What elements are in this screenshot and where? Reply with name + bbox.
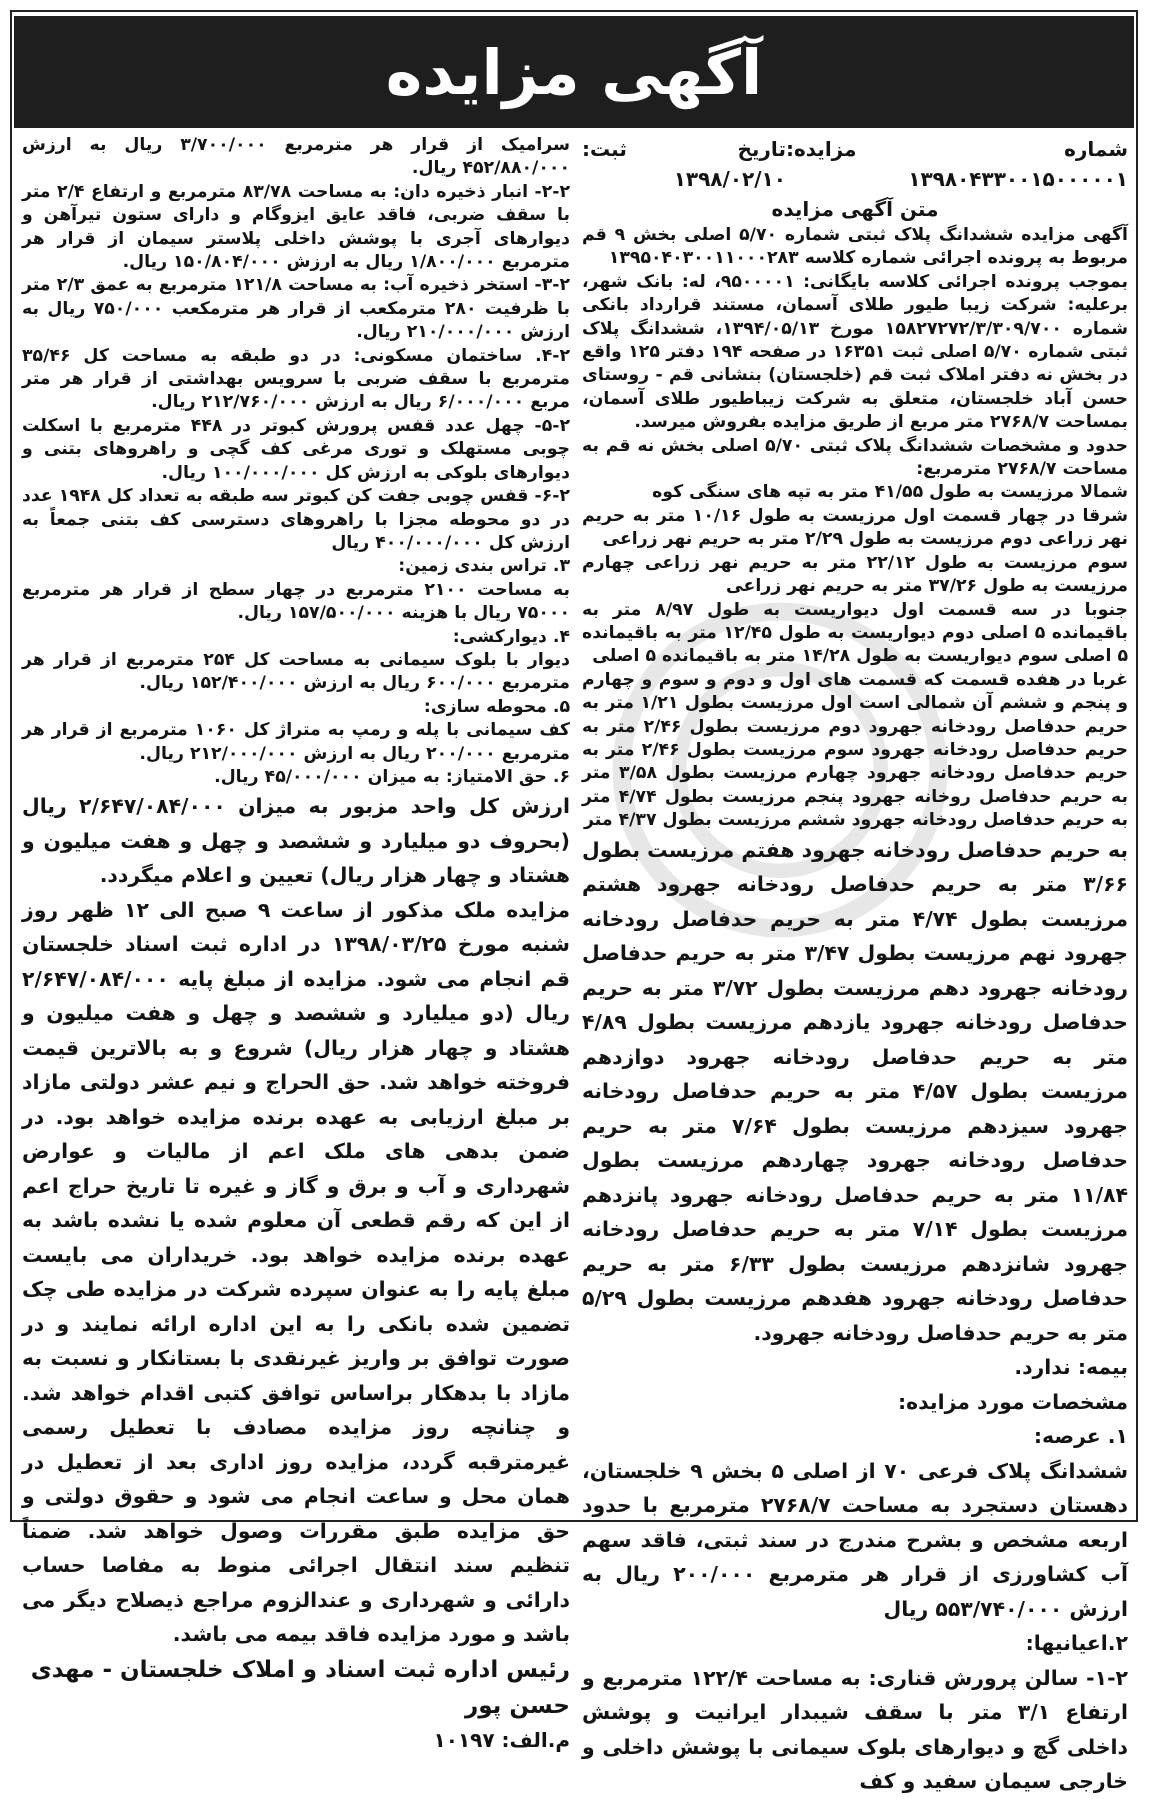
notice-banner xyxy=(14,16,1134,128)
land-title: ۱. عرصه: xyxy=(1033,1424,1128,1449)
intro-paragraph: آگهی مزایده ششدانگ پلاک ثبتی شماره ۵/۷۰ اصلی بخش ۹ قم مربوط به پرونده اجرائی شماره کلاسه ۱۳۹۵۰۴۰۳۰۰۱۱۰۰۰۲۸۳ xyxy=(582,225,1128,269)
walls-title: ۴. دیوارکشی: xyxy=(452,626,570,647)
building-item-6: ۶-۲- قفس چوبی جفت کن کبوتر سه طبقه به تعداد کل ۱۹۴۸ عدد در دو محوطه مجزا با راهروهای دسترسی کف بتنی جمعاً به ارزش کل ۴۰۰/۰۰۰/۰۰۰ ریال xyxy=(22,486,570,553)
buildings-title: ۲.اعیانیها: xyxy=(1025,1631,1128,1656)
building-item-1-cont: سرامیک از قرار هر مترمربع ۳/۷۰۰/۰۰۰ ریال به ارزش ۴۵۲/۸۸۰/۰۰۰ ریال. xyxy=(22,135,570,179)
publication-code: م.الف: ۱۰۱۹۷ xyxy=(433,1727,570,1752)
building-item-5: ۵-۲- چهل عدد قفس پرورش کبوتر در ۴۴۸ مترمربع با اسکلت چوبی مستهلک و توری مرغی کف گچی و راهروهای بتنی و دیوارهای بلوکی به ارزش کل ۱۰۰/۰۰۰/۰۰۰ ریال. xyxy=(22,415,570,483)
west-boundary-cont: به حریم حدفاصل رودخانه جهرود هفتم مرزیست بطول ۳/۶۶ متر به حریم حدفاصل رودخانه جهرود هشتم مرزیست بطول ۴/۷۴ متر به حریم حدفاصل رودخانه جهرود نهم مرزیست بطول ۳/۴۷ متر به حریم حدفاصل رودخانه جهرود دهم مرزیست بطول ۳/۷۲ متر به حریم حدفاصل رودخانه جهرود یازدهم مرزیست بطول ۴/۸۹ متر به حریم حدفاصل رودخانه جهرود دوازدهم مرزیست بطول ۴/۵۷ متر به حریم حدفاصل رودخانه جهرود سیزدهم مرزیست بطول ۷/۶۴ متر به حریم حدفاصل رودخانه جهرود چهاردهم مرزیست بطول ۱۱/۸۴ متر به حریم حدفاصل رودخانه جهرود پانزدهم مرزیست بطول ۷/۱۴ متر به حریم حدفاصل رودخانه جهرود شانزدهم مرزیست بطول ۶/۳۳ متر به حریم حدفاصل رودخانه جهرود هفدهم مرزیست بطول ۵/۲۹ متر به حریم حدفاصل رودخانه جهرود. xyxy=(582,837,1128,1345)
auction-terms: مزایده ملک مذکور از ساعت ۹ صبح الی ۱۲ ظهر روز شنبه مورخ ۱۳۹۸/۰۳/۲۵ در اداره ثبت اسناد خلجستان قم انجام می شود. مزایده از مبلغ پایه ۲/۶۴۷/۰۸۴/۰۰۰ ریال (دو میلیارد و ششصد و چهل و هفت میلیون و هشتاد و چهار هزار ریال) شروع و به بالاترین قیمت فروخته خواهد شد. حق الحراج و نیم عشر دولتی مازاد بر مبلغ ارزیابی به عهده برنده مزایده خواهد بود. در ضمن بدهی های ملک اعم از مالیات و عوارض شهرداری و آب و برق و گاز و غیره تا تاریخ حراج اعم از این که رقم قطعی آن معلوم شده یا نشده باشد به عهده برنده مزایده خواهد بود. خریداران می بایست مبلغ پایه را به عنوان سپرده شرکت در مزایده طی چک تضمین شده بانکی را به این اداره ارائه نمایند و در صورت توافق بر واریز غیرنقدی با بستانکار و نسبت به مازاد با بدهکار براساس توافق کتبی اقدام خواهد شد. و چنانچه روز مزایده مصادف با تعطیل رسمی غیرمترقبه گردد، مزایده روز اداری بعد از تعطیل در همان محل و ساعت انجام می شود و حقوق دولتی و حق مزایده طبق مقررات وصول خواهد شد. ضمناً تنظیم سند انتقال اجرائی منوط به مفاصا حساب دارائی و شهرداری و عندالزوم مراجع ذیصلاح دیگر می باشد و مورد مزایده فاقد بیمه می باشد. xyxy=(22,897,571,1647)
insurance-line: بیمه: ندارد. xyxy=(1014,1355,1128,1380)
land-paragraph: ششدانگ پلاک فرعی ۷۰ از اصلی ۵ بخش ۹ خلجستان، دهستان دستجرد به مساحت ۲۷۶۸/۷ مترمربع با حدود اربعه مشخص و بشرح مندرج در سند ثبتی، فاقد سهم آب کشاورزی از قرار هر مترمربع ۲۰۰/۰۰۰ ریال به ارزش ۵۵۳/۷۴۰/۰۰۰ ریال xyxy=(582,1458,1129,1621)
reference-line xyxy=(582,134,1128,194)
building-item-3: ۳-۲- استخر ذخیره آب: به مساحت ۱۲۱/۸ مترمربع به عمق ۲/۳ متر با ظرفیت ۲۸۰ مترمکعب از قرار هر مترمکعب ۷۵۰/۰۰۰ ریال به ارزش ۲۱۰/۰۰۰/۰۰۰ ریال. xyxy=(22,275,571,343)
notice-title: آگهی مزایده xyxy=(385,35,763,109)
signature-line: رئیس اداره ثبت اسناد و املاک خلجستان - مهدی حسن پور xyxy=(30,1656,570,1719)
terracing-title: ۳. تراس بندی زمین: xyxy=(398,556,570,577)
building-item-1: ۱-۲- سالن پرورش قناری: به مساحت ۱۲۲/۴ مترمربع و ارتفاع ۳/۱ متر با سقف شیبدار ایرانیت و پوشش داخلی گچ و دیوارهای بلوک سیمانی با پوشش داخلی و خارجی سیمان سفید و کف xyxy=(582,1665,1129,1794)
terracing-paragraph: به مساحت ۲۱۰۰ مترمربع در چهار سطح از قرار هر مترمربع ۷۵۰۰۰ ریال با هزینه ۱۵۷/۵۰۰/۰۰۰ ریال. xyxy=(22,579,570,624)
left-column xyxy=(22,134,571,1752)
auction-number: شماره مزایده: ۱۳۹۸۰۴۳۳۰۰۱۵۰۰۰۰۰۱ xyxy=(785,137,1128,191)
west-boundary: غربا در هفده قسمت که قسمت های اول و دوم و سوم و چهارم و پنجم و ششم آن شمالی است اول مرزیست بطول ۱/۲۱ متر به حریم حدفاصل رودخانه جهرود دوم مرزیست بطول ۲/۴۶ متر به حریم حدفاصل رودخانه جهرود سوم مرزیست بطول ۲/۴۶ متر به حریم حدفاصل رودخانه جهرود چهارم مرزیست بطول ۳/۵۸ متر به حریم حدفاصل روخانه جهرود پنجم مرزیست بطول ۴/۷۴ متر به حریم حدفاصل رودخانه جهرود ششم مرزیست بطول ۴/۳۷ متر xyxy=(582,669,1128,831)
landscaping-paragraph: کف سیمانی با پله و رمپ به متراژ کل ۱۰۶۰ مترمربع از قرار هر مترمربع ۲۰۰/۰۰۰ ریال به ارزش ۲۱۲/۰۰۰/۰۰۰ ریال. xyxy=(22,720,570,764)
specs-title: مشخصات مورد مزایده: xyxy=(897,1389,1128,1414)
walls-paragraph: دیوار با بلوک سیمانی به مساحت کل ۲۵۴ مترمربع از قرار هر مترمربع ۶۰۰/۰۰۰ ریال به ارزش ۱۵۲/۴۰۰/۰۰۰ ریال. xyxy=(22,649,570,694)
building-item-2: ۲-۲- انبار ذخیره دان: به مساحت ۸۳/۷۸ مترمربع و ارتفاع ۲/۴ متر با سقف ضربی، فاقد عایق ایزوگام و دارای ستون تیرآهن و دیوارهای آجری با پوشش داخلی پلاستر سیمان از قرار هر مترمربع ۱/۸۰۰/۰۰۰ ریال به ارزش ۱۵۰/۸۰۴/۰۰۰ ریال. xyxy=(22,181,570,273)
north-boundary: شمالا مرزیست به طول ۴۱/۵۵ متر به تپه های سنگی کوه xyxy=(652,482,1128,503)
east-boundary: شرقا در چهار قسمت اول مرزیست به طول ۱۰/۱۶ متر به حریم نهر زراعی دوم مرزیست به طول ۲/۲۹ متر به حریم نهر زراعی xyxy=(582,505,1128,550)
notice-heading: متن آگهی مزایده xyxy=(771,197,939,221)
registration-date: تاریخ ثبت: ۱۳۹۸/۰۲/۱۰ xyxy=(582,137,786,191)
building-item-4: ۴-۲. ساختمان مسکونی: در دو طبقه به مساحت کل ۳۵/۴۶ مترمربع با سقف ضربی با سرویس بهداشتی از قرار هر متر مربع ۶/۰۰۰/۰۰۰ ریال به ارزش ۲۱۲/۷۶۰/۰۰۰ ریال. xyxy=(22,345,570,413)
case-paragraph: بموجب پرونده اجرائی کلاسه بایگانی: ۹۵۰۰۰۰۱، له: بانک شهر، برعلیه: شرکت زیبا طیور طلای آسمان، مستند قرارداد بانکی شماره ۱۵۸۲۷۲۷۲/۳/۳۰۹/۷۰۰ مورخ ۱۳۹۴/۰۵/۱۳، ششدانگ پلاک ثبتی شماره ۵/۷۰ اصلی ثبت ۱۶۳۵۱ در صفحه ۱۹۴ دفتر ۱۲۵ واقع در بخش نه دفتر املاک ثبت قم (خلجستان) بنشانی قم - روستای حسن آباد خلجستان، متعلق به شرکت زیباطیور طلای آسمان، بمساحت ۲۷۶۸/۷ متر مربع از طریق مزایده بفروش میرسد. xyxy=(582,271,1129,433)
total-value: ارزش کل واحد مزبور به میزان ۲/۶۴۷/۰۸۴/۰۰۰ ریال (بحروف دو میلیارد و ششصد و چهل و هفت میلیون و هشتاد و چهار هزار ریال) تعیین و اعلام میگردد. xyxy=(22,794,570,888)
license-fee: ۶. حق الامتیاز: به میزان ۴۵/۰۰۰/۰۰۰ ریال. xyxy=(214,766,570,787)
south-boundary: جنوبا در سه قسمت اول دیواریست به طول ۸/۹۷ متر به باقیمانده ۵ اصلی دوم دیواریست به طول ۱۲/۴۵ متر به باقیمانده ۵ اصلی سوم دیواریست به طول ۱۴/۲۸ متر به باقیمانده ۵ اصلی xyxy=(582,599,1128,667)
bounds-title: حدود و مشخصات ششدانگ پلاک ثبتی ۵/۷۰ اصلی بخش نه قم به مساحت ۲۷۶۸/۷ مترمربع: xyxy=(582,435,1128,480)
east-boundary-cont: سوم مرزیست به طول ۲۲/۱۲ متر به حریم نهر زراعی چهارم مرزیست به طول ۳۷/۲۶ متر به حریم نهر زراعی xyxy=(582,552,1129,597)
landscaping-title: ۵. محوطه سازی: xyxy=(423,696,570,717)
right-column xyxy=(582,134,1129,1794)
